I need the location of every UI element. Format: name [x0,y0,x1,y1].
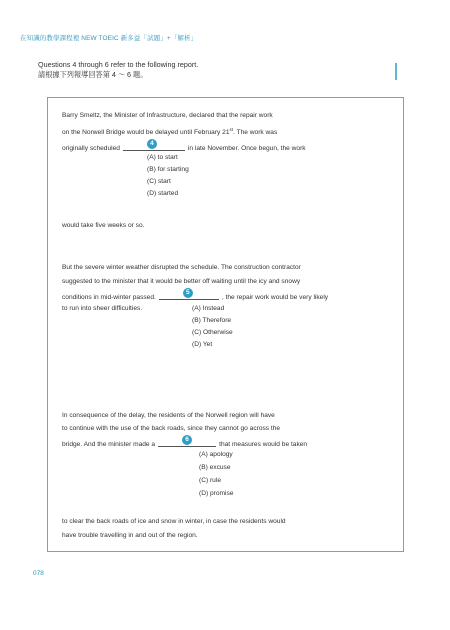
question-5-badge: 5 [183,288,193,298]
q5-option-d: (D) Yet [192,341,213,348]
p1-line-3a: originally scheduled [62,145,120,152]
book-header-title: 在知識的教學課程裡 NEW TOEIC 新多益「試題」+「解析」 [20,35,198,42]
p1-line-1: Barry Smeltz, the Minister of Infrastructure, declared that the repair work [62,112,273,119]
p1-line-3b: in late November. Once begun, the work [187,145,306,152]
q6-option-a: (A) apology [199,451,233,458]
p2-line-3 [62,291,328,301]
p4-line-2: have trouble travelling in and out of the region. [62,532,198,539]
p3-line-3a: bridge. And the minister made a [62,441,156,448]
q6-option-c: (C) rule [199,477,221,484]
report-passage-box [47,97,404,552]
q6-option-d: (D) promise [199,490,234,497]
q5-option-b: (B) Therefore [192,317,232,324]
q6-option-b: (B) excuse [199,464,231,471]
p4-line-1: to clear the back roads of ice and snow in winter, in case the residents would [62,518,286,525]
p3-line-3b: that measures would be taken [219,441,308,448]
intro-accent-bar [395,63,397,80]
q4-option-a: (A) to start [147,154,178,161]
q5-option-a: (A) Instead [192,305,225,312]
p2-line-1: But the severe winter weather disrupted the schedule. The construction contractor [62,264,301,271]
p2-line-3b: , the repair work would be very likely [221,294,329,301]
question-4-badge: 4 [147,139,157,149]
p2-line-4: to run into sheer difficulties. [62,305,143,312]
page-number: 078 [33,570,44,577]
intro-chinese: 請根據下列報導回答第 4 ～ 6 題。 [38,70,148,79]
p3-line-3 [62,438,307,448]
p2-line-3a: conditions in mid-winter passed. [62,294,156,301]
question-intro [38,60,398,80]
p1-line-2a: on the Norwell Bridge would be delayed until February 21 [62,129,230,137]
p1-line-3 [62,142,306,152]
p1-line-2b: . The work was [233,129,278,137]
intro-english: Questions 4 through 6 refer to the following report. [38,60,199,69]
q5-option-c: (C) Otherwise [192,329,233,336]
question-6-badge: 6 [182,435,192,445]
q4-option-b: (B) for starting [147,166,189,173]
p1-line-2 [62,127,277,136]
p1-line-4: would take five weeks or so. [62,222,145,229]
p3-line-2: to continue with the use of the back roads, since they cannot go across the [62,425,281,432]
p2-line-2: suggested to the minister that it would be better off waiting until the icy and snowy [62,278,301,285]
blank-5 [159,291,219,300]
blank-6 [158,438,216,447]
p1-line-2-sup: st [229,127,234,132]
blank-4 [123,142,185,151]
q4-option-d: (D) started [147,190,179,197]
p3-line-1: In consequence of the delay, the residents of the Norwell region will have [62,412,275,419]
q4-option-c: (C) start [147,178,171,185]
